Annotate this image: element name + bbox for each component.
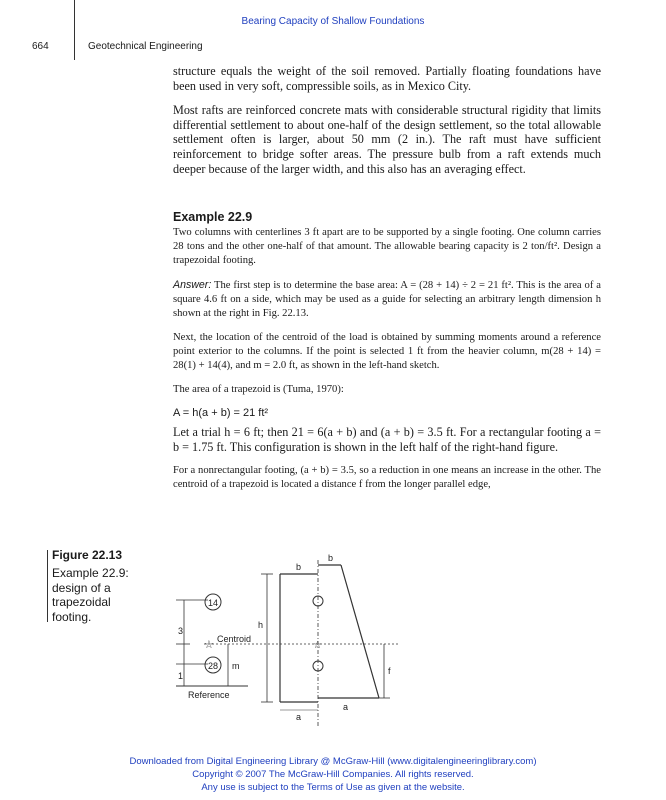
figure-caption-rule (47, 550, 48, 622)
label-centroid: Centroid (217, 634, 252, 644)
body-text (173, 64, 601, 176)
paragraph-area: The area of a trapezoid is (Tuma, 1970): (173, 384, 344, 395)
paragraph-floating: structure equals the weight of the soil removed. Partially floating foundations have been used in very soft, compressible soils, as in Mexico City. (173, 64, 601, 93)
label-b-left: b (296, 562, 302, 572)
paragraph-nonrect: For a nonrectangular footing, (a + b) = 3.5, so a reduction in one means an increase in the other. The centroid of a trapezoid is located a distance f from the longer parallel edge, (173, 465, 601, 491)
label-col14: 14 (208, 598, 219, 608)
footer-download-line: Downloaded from Digital Engineering Library @ McGraw-Hill (www.digitalengineeringlibrary.com) (129, 756, 537, 767)
example-answer (173, 278, 601, 321)
label-one: 1 (178, 671, 184, 681)
example-block (173, 210, 601, 492)
centroid-star-right: ☆ (313, 640, 322, 651)
label-m: m (232, 661, 240, 671)
answer-text: The first step is to determine the base area: A = (28 + 14) ÷ 2 = 21 ft². This is the area of a square 4.6 ft on a side, which may be used as a guide for selecting an arbitrary length dimension h shown at the right in Fig. 22.13. (173, 280, 601, 319)
figure-caption: Example 22.9: design of a trapezoidal footing. (52, 566, 129, 624)
book-title: Geotechnical Engineering (88, 41, 203, 52)
area-equation: A = h(a + b) = 21 ft² (173, 407, 269, 419)
label-three: 3 (178, 626, 184, 636)
example-statement: Two columns with centerlines 3 ft apart are to be supported by a single footing. One column carries 28 tons and the other one-half of that amount. The allowable bearing capacity is 2 ton/ft². Design a trapezoidal footing. (173, 227, 601, 266)
figure-title: Figure 22.13 (52, 548, 123, 562)
label-reference: Reference (188, 690, 230, 700)
header-divider (74, 0, 75, 60)
trapezoidal-footing-figure (168, 548, 418, 730)
paragraph-centroid: Next, the location of the centroid of the load is obtained by summing moments around a reference point exterior to the columns. If the point is selected 1 ft from the heavier column, m(28 + 14) = 28(1) + 14(4), and m = 2.0 ft, as shown in the left-hand sketch. (173, 332, 601, 371)
label-b-right: b (328, 553, 334, 563)
example-title: Example 22.9 (173, 210, 253, 224)
paragraph-trial: Let a trial h = 6 ft; then 21 = 6(a + b) and (a + b) = 3.5 ft. For a rectangular footing a = b = 1.75 ft. This configuration is shown in the left half of the right-hand figure. (173, 425, 601, 454)
page-number: 664 (32, 41, 49, 52)
label-a-right: a (343, 702, 349, 712)
label-a-left: a (296, 712, 302, 722)
footer-copyright-line: Copyright © 2007 The McGraw-Hill Companies. All rights reserved. (192, 769, 474, 780)
label-f: f (388, 666, 391, 676)
running-header-title: Bearing Capacity of Shallow Foundations (241, 16, 425, 27)
label-col28: 28 (208, 661, 219, 671)
answer-label: Answer: (173, 279, 212, 291)
paragraph-rafts: Most rafts are reinforced concrete mats with considerable structural rigidity that limits differential settlement to about one-half of the design settlement, so the total allowable settlement often is larger, about 50 mm (2 in.). The raft must have sufficient reinforcement to bridge softer areas. The pressure bulb from a raft extends much deeper because of the larger width, and this also has an averaging effect. (173, 103, 601, 176)
footer-terms-line: Any use is subject to the Terms of Use as given at the website. (201, 782, 465, 793)
trapezoid-slanted-side (341, 565, 379, 698)
label-h: h (258, 620, 264, 630)
centroid-star-left: ☆ (204, 639, 214, 651)
